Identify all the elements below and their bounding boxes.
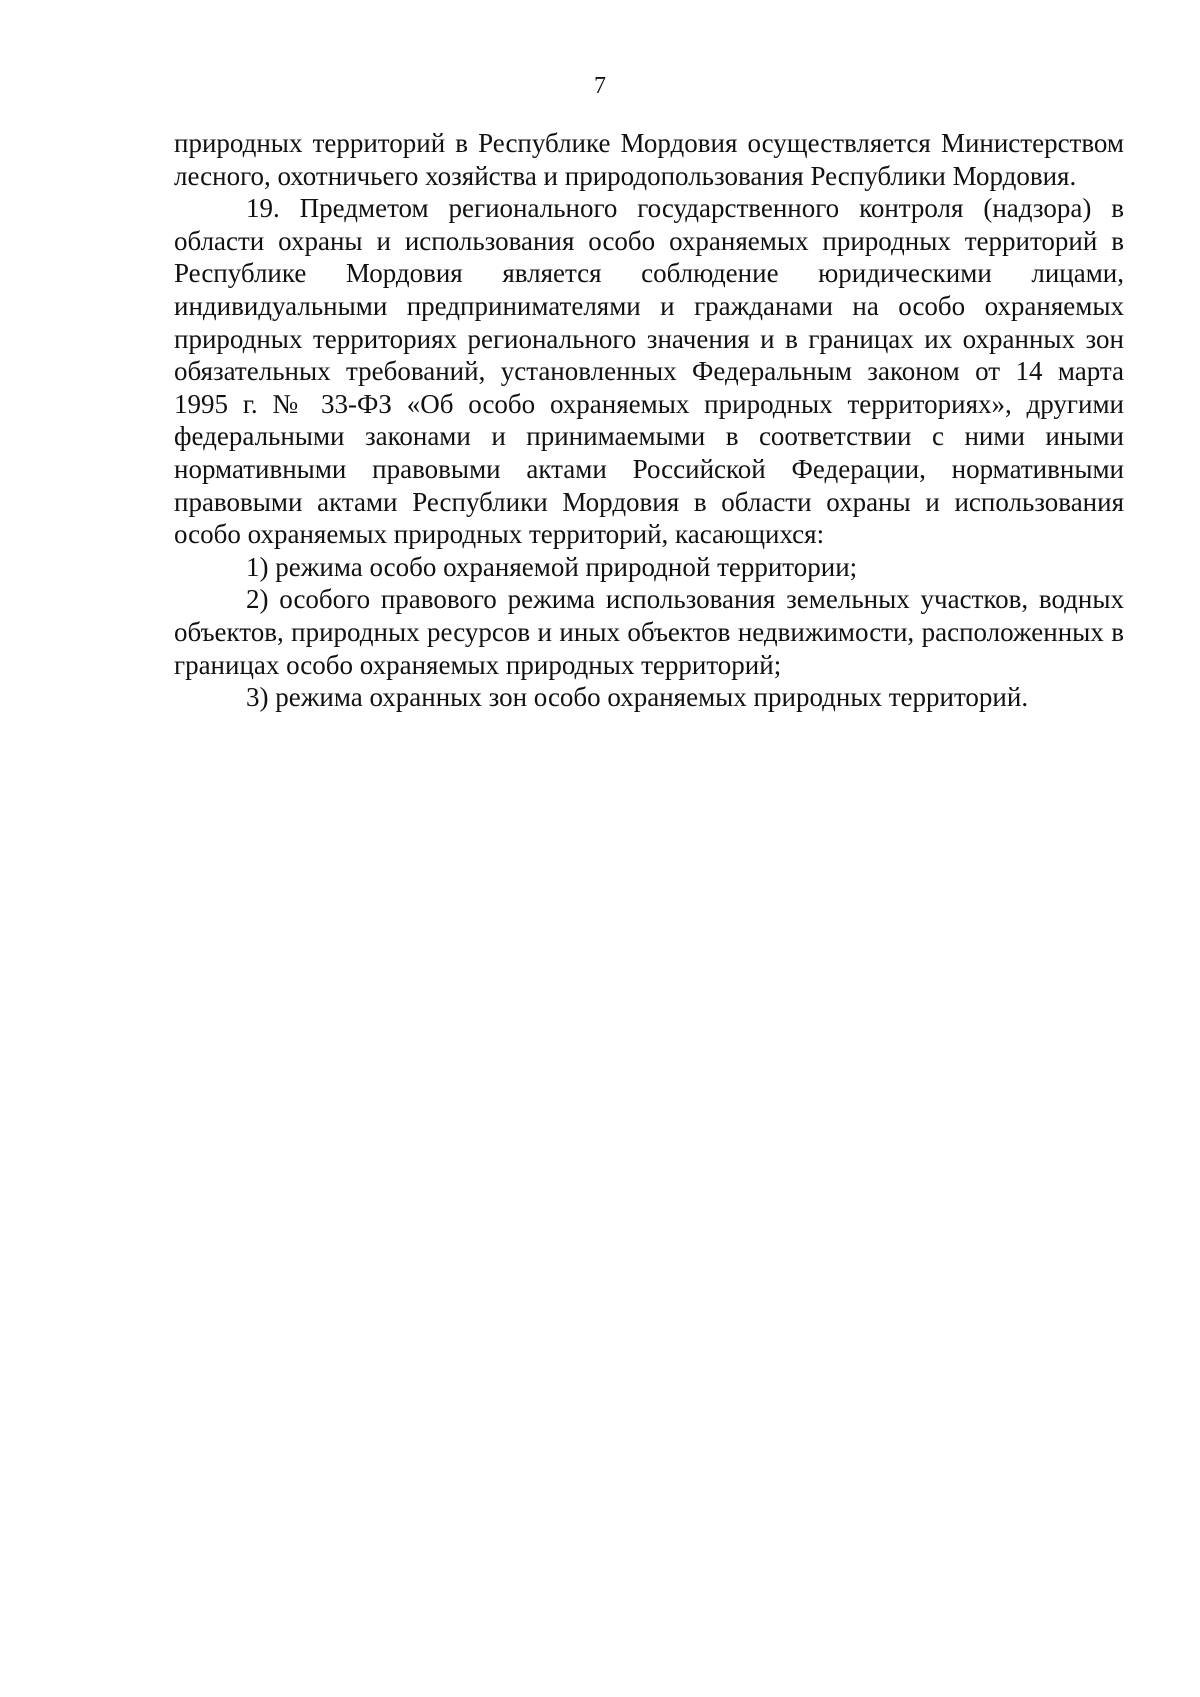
list-item-3: 3) режима охранных зон особо охраняемых природных территорий. [246,682,1029,713]
list-item-1: 1) режима особо охраняемой природной территории; [246,551,858,582]
list-item-2: 2) особого правового режима использования земельных участков, водных объектов, природных ресурсов и иных объектов недвижимости, расположенных в границах особо охраняемых природных территорий; [174,584,1124,680]
page-number: 7 [594,73,606,99]
document-body [174,127,1124,714]
paragraph-continuation: природных территорий в Республике Мордовия осуществляется Министерством лесного, охотничьего хозяйства и природопользования Республики Мордовия. [174,128,1124,191]
paragraph-item-19: 19. Предметом регионального государственного контроля (надзора) в области охраны и использования особо охраняемых природных территорий в Республике Мордовия является соблюдение юридическими лицами, индивидуальными предпринимателями и гражданами на особо охраняемых природных территориях регионального значения и в границах их охранных зон обязательных требований, установленных Федеральным законом от 14 марта 1995 г. № 33-ФЗ «Об особо охраняемых природных территориях», другими федеральными законами и принимаемыми в соответствии с ними иными нормативными правовыми актами Российской Федерации, нормативными правовыми актами Республики Мордовия в области охраны и использования особо охраняемых природных территорий, касающихся: [174,193,1124,550]
